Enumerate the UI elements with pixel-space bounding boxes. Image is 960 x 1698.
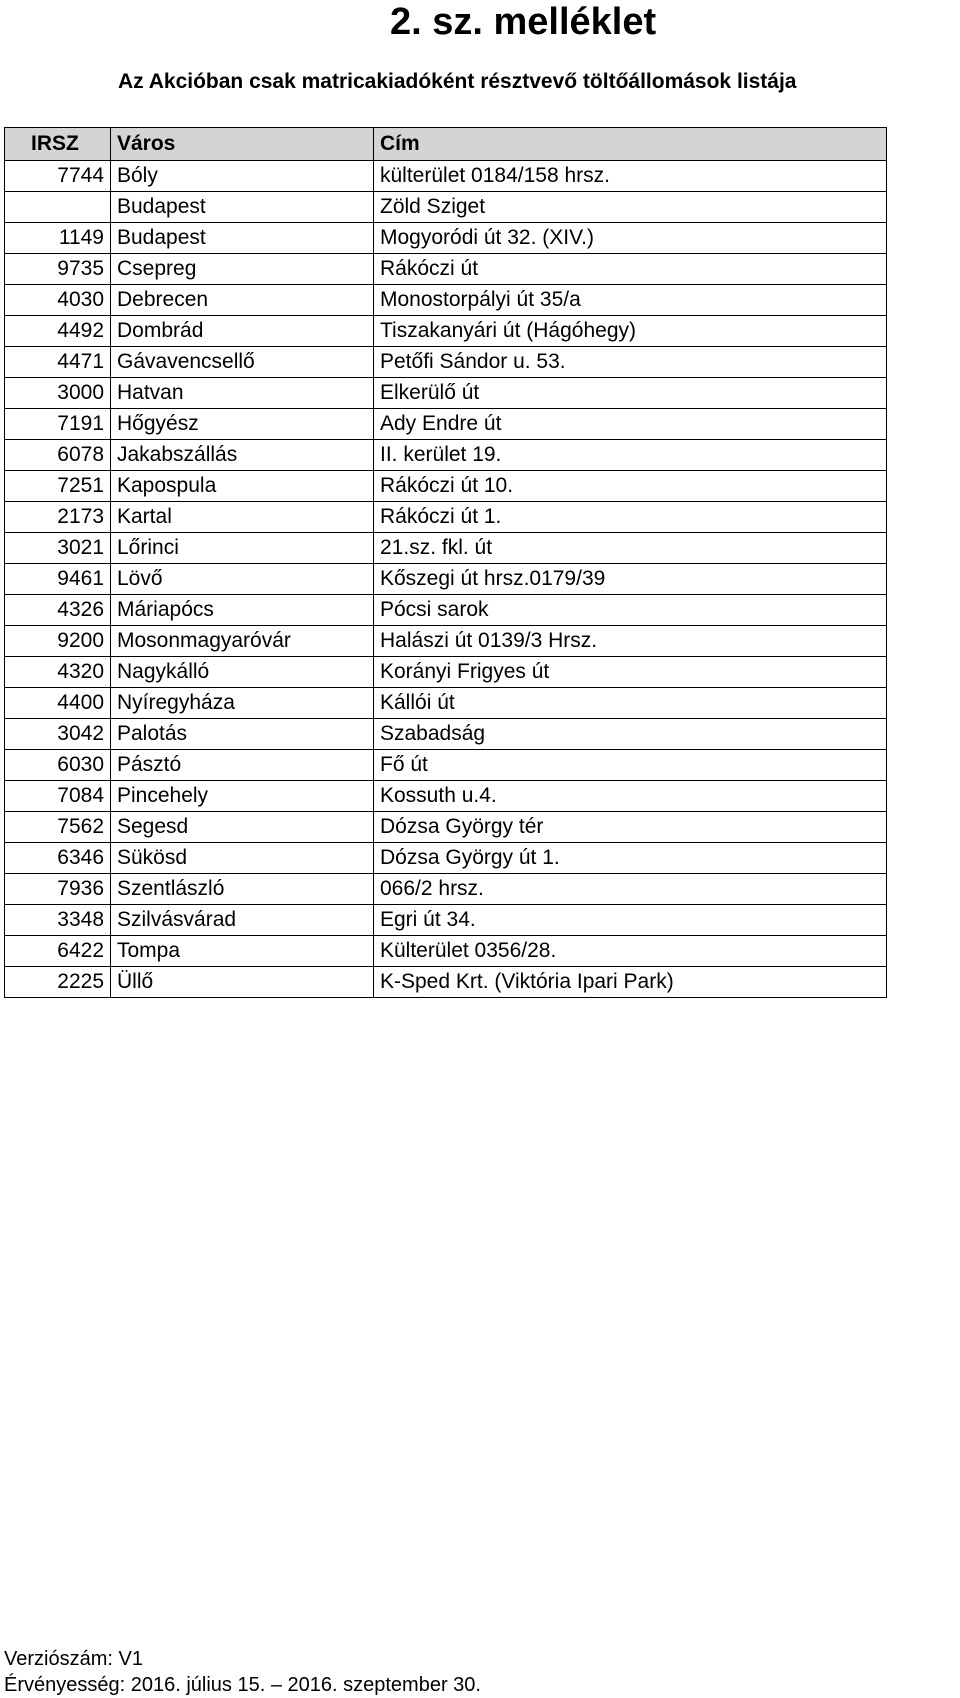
cell-address: Zöld Sziget — [374, 192, 887, 223]
cell-irsz: 4326 — [5, 595, 111, 626]
cell-city: Palotás — [111, 719, 374, 750]
table-row — [5, 254, 887, 285]
table-row — [5, 843, 887, 874]
cell-city: Kapospula — [111, 471, 374, 502]
cell-irsz: 4400 — [5, 688, 111, 719]
cell-address: Dózsa György tér — [374, 812, 887, 843]
cell-irsz: 6030 — [5, 750, 111, 781]
cell-city: Szilvásvárad — [111, 905, 374, 936]
cell-irsz: 9461 — [5, 564, 111, 595]
cell-irsz: 4320 — [5, 657, 111, 688]
list-subtitle: Az Akcióban csak matricakiadóként résztvevő töltőállomások listája — [118, 70, 797, 93]
cell-city: Szentlászló — [111, 874, 374, 905]
cell-city: Debrecen — [111, 285, 374, 316]
cell-address: Külterület 0356/28. — [374, 936, 887, 967]
cell-city: Bóly — [111, 161, 374, 192]
cell-irsz: 7191 — [5, 409, 111, 440]
station-table — [4, 127, 887, 998]
cell-city: Hatvan — [111, 378, 374, 409]
validity-label: Érvényesség: 2016. július 15. – 2016. szeptember 30. — [4, 1674, 481, 1696]
cell-city: Üllő — [111, 967, 374, 998]
cell-city: Hőgyész — [111, 409, 374, 440]
cell-address: Pócsi sarok — [374, 595, 887, 626]
table-row — [5, 161, 887, 192]
table-header-row — [5, 128, 887, 161]
cell-address: Rákóczi út — [374, 254, 887, 285]
table-row — [5, 192, 887, 223]
cell-address: Petőfi Sándor u. 53. — [374, 347, 887, 378]
cell-irsz: 6078 — [5, 440, 111, 471]
cell-address: Tiszakanyári út (Hágóhegy) — [374, 316, 887, 347]
cell-irsz: 7562 — [5, 812, 111, 843]
cell-irsz: 4030 — [5, 285, 111, 316]
table-row — [5, 316, 887, 347]
cell-irsz: 4471 — [5, 347, 111, 378]
column-header-irsz: IRSZ — [5, 128, 111, 161]
cell-address: Ady Endre út — [374, 409, 887, 440]
cell-address: külterület 0184/158 hrsz. — [374, 161, 887, 192]
table-row — [5, 626, 887, 657]
cell-address: Rákóczi út 1. — [374, 502, 887, 533]
column-header-city: Város — [111, 128, 374, 161]
cell-address: Halászi út 0139/3 Hrsz. — [374, 626, 887, 657]
cell-city: Nyíregyháza — [111, 688, 374, 719]
cell-address: Elkerülő út — [374, 378, 887, 409]
cell-irsz: 7936 — [5, 874, 111, 905]
table-row — [5, 285, 887, 316]
table-row — [5, 533, 887, 564]
cell-city: Kartal — [111, 502, 374, 533]
cell-city: Jakabszállás — [111, 440, 374, 471]
table-row — [5, 471, 887, 502]
annex-title: 2. sz. melléklet — [390, 1, 657, 43]
cell-irsz: 3000 — [5, 378, 111, 409]
cell-irsz: 2173 — [5, 502, 111, 533]
cell-address: K-Sped Krt. (Viktória Ipari Park) — [374, 967, 887, 998]
cell-city: Pincehely — [111, 781, 374, 812]
column-header-address: Cím — [374, 128, 887, 161]
cell-city: Budapest — [111, 223, 374, 254]
cell-irsz: 6422 — [5, 936, 111, 967]
cell-address: Szabadság — [374, 719, 887, 750]
cell-city: Pásztó — [111, 750, 374, 781]
table-row — [5, 812, 887, 843]
table-row — [5, 781, 887, 812]
cell-irsz: 1149 — [5, 223, 111, 254]
cell-city: Dombrád — [111, 316, 374, 347]
cell-city: Nagykálló — [111, 657, 374, 688]
cell-irsz: 3021 — [5, 533, 111, 564]
document-footer — [4, 1646, 481, 1698]
cell-irsz: 7251 — [5, 471, 111, 502]
cell-address: 066/2 hrsz. — [374, 874, 887, 905]
table-row — [5, 564, 887, 595]
table-row — [5, 936, 887, 967]
cell-irsz: 4492 — [5, 316, 111, 347]
cell-irsz: 3348 — [5, 905, 111, 936]
table-row — [5, 440, 887, 471]
cell-city: Csepreg — [111, 254, 374, 285]
cell-city: Mosonmagyaróvár — [111, 626, 374, 657]
cell-city: Máriapócs — [111, 595, 374, 626]
cell-irsz: 6346 — [5, 843, 111, 874]
table-row — [5, 657, 887, 688]
table-row — [5, 688, 887, 719]
cell-irsz: 7084 — [5, 781, 111, 812]
cell-city: Lőrinci — [111, 533, 374, 564]
table-row — [5, 719, 887, 750]
table-row — [5, 874, 887, 905]
cell-irsz: 2225 — [5, 967, 111, 998]
cell-address: Korányi Frigyes út — [374, 657, 887, 688]
cell-address: Dózsa György út 1. — [374, 843, 887, 874]
cell-city: Tompa — [111, 936, 374, 967]
cell-city: Sükösd — [111, 843, 374, 874]
cell-address: Monostorpályi út 35/a — [374, 285, 887, 316]
cell-address: Kállói út — [374, 688, 887, 719]
cell-address: 21.sz. fkl. út — [374, 533, 887, 564]
table-row — [5, 347, 887, 378]
cell-address: Fő út — [374, 750, 887, 781]
table-row — [5, 750, 887, 781]
cell-city: Lövő — [111, 564, 374, 595]
cell-address: Kőszegi út hrsz.0179/39 — [374, 564, 887, 595]
cell-address: Egri út 34. — [374, 905, 887, 936]
cell-address: Mogyoródi út 32. (XIV.) — [374, 223, 887, 254]
cell-irsz: 7744 — [5, 161, 111, 192]
table-row — [5, 409, 887, 440]
table-row — [5, 223, 887, 254]
table-row — [5, 905, 887, 936]
cell-irsz — [5, 192, 111, 223]
table-row — [5, 378, 887, 409]
table-row — [5, 595, 887, 626]
cell-city: Budapest — [111, 192, 374, 223]
station-table-body — [5, 161, 887, 998]
table-row — [5, 967, 887, 998]
cell-irsz: 9735 — [5, 254, 111, 285]
cell-irsz: 9200 — [5, 626, 111, 657]
cell-address: II. kerület 19. — [374, 440, 887, 471]
version-label: Verziószám: V1 — [4, 1648, 143, 1670]
cell-address: Kossuth u.4. — [374, 781, 887, 812]
cell-city: Segesd — [111, 812, 374, 843]
cell-address: Rákóczi út 10. — [374, 471, 887, 502]
table-row — [5, 502, 887, 533]
cell-irsz: 3042 — [5, 719, 111, 750]
cell-city: Gávavencsellő — [111, 347, 374, 378]
